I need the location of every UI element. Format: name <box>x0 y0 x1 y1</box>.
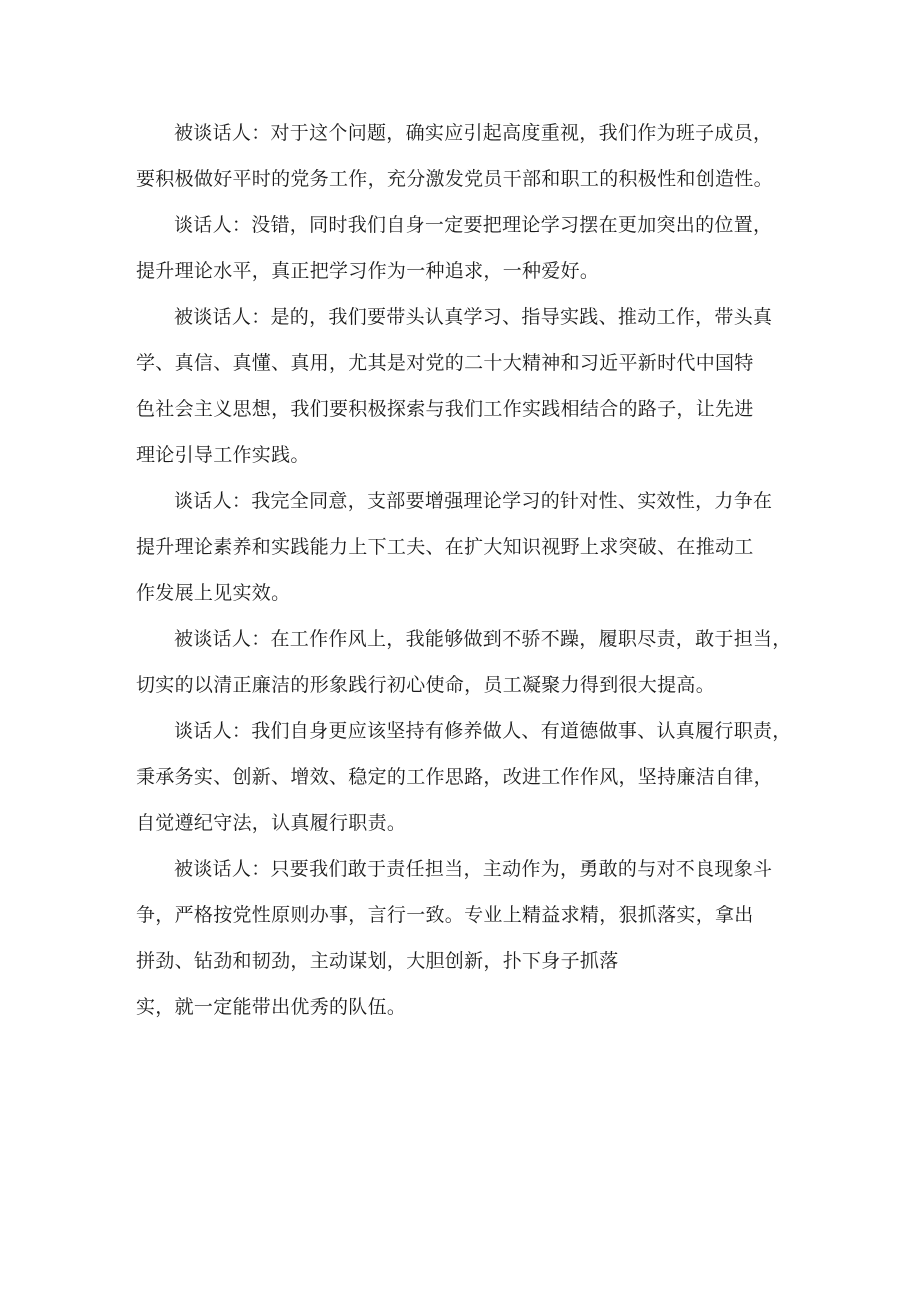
paragraph <box>136 294 796 478</box>
text-line: 秉承务实、创新、增效、稳定的工作思路，改进工作作风，坚持廉洁自律， <box>136 766 773 788</box>
text-line: 争，严格按党性原则办事，言行一致。专业上精益求精，狠抓落实，拿出 <box>136 904 754 926</box>
text-line: 谈话人：我完全同意，支部要增强理论学习的针对性、实效性，力争在 <box>174 490 773 512</box>
text-line: 被谈话人：是的，我们要带头认真学习、指导实践、推动工作，带头真 <box>174 306 773 328</box>
text-line: 理论引导工作实践。 <box>136 444 310 466</box>
paragraph <box>136 202 796 294</box>
text-line: 被谈话人：对于这个问题，确实应引起高度重视，我们作为班子成员， <box>174 122 773 144</box>
text-line: 色社会主义思想，我们要积极探索与我们工作实践相结合的路子，让先进 <box>136 398 754 420</box>
paragraph <box>136 110 796 202</box>
text-line: 要积极做好平时的党务工作，充分激发党员干部和职工的积极性和创造性。 <box>136 168 773 190</box>
text-line: 谈话人：我们自身更应该坚持有修养做人、有道德做事、认真履行职责， <box>174 720 792 742</box>
text-line: 实，就一定能带出优秀的队伍。 <box>136 996 407 1018</box>
text-line: 学、真信、真懂、真用，尤其是对党的二十大精神和习近平新时代中国特 <box>136 352 754 374</box>
paragraph <box>136 846 796 1030</box>
text-line: 作发展上见实效。 <box>136 582 291 604</box>
text-line: 自觉遵纪守法，认真履行职责。 <box>136 812 407 834</box>
text-line: 被谈话人：只要我们敢于责任担当，主动作为，勇敢的与对不良现象斗 <box>174 858 773 880</box>
text-line: 谈话人：没错，同时我们自身一定要把理论学习摆在更加突出的位置， <box>174 214 773 236</box>
paragraph <box>136 616 796 708</box>
paragraph <box>136 478 796 616</box>
text-line: 切实的以清正廉洁的形象践行初心使命，员工凝聚力得到很大提高。 <box>136 674 716 696</box>
text-line: 提升理论水平，真正把学习作为一种追求，一种爱好。 <box>136 260 600 282</box>
paragraph <box>136 708 796 846</box>
document-body <box>136 110 796 1030</box>
text-line: 被谈话人：在工作作风上，我能够做到不骄不躁，履职尽责，敢于担当， <box>174 628 792 650</box>
text-line: 拼劲、钻劲和韧劲，主动谋划，大胆创新，扑下身子抓落 <box>136 950 619 972</box>
text-line: 提升理论素养和实践能力上下工夫、在扩大知识视野上求突破、在推动工 <box>136 536 754 558</box>
